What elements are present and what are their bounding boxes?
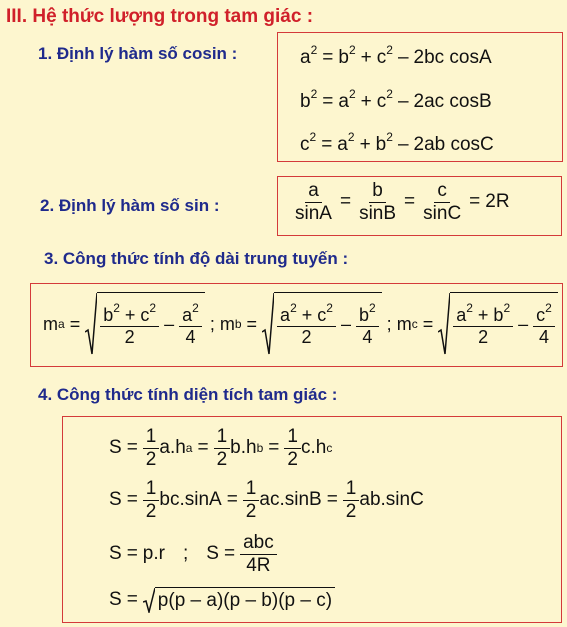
cosine-eq-c: $c^2 = a^2 + b^2 - 2ab$ cosC — [300, 130, 494, 155]
heading-sine-law: 2. Định lý hàm số sin : — [40, 196, 220, 215]
page-title: III. Hệ thức lượng trong tam giác : — [6, 6, 314, 27]
sine-law-formula: $\frac{a}{\sin A}$ = $\frac{b}{\sin B}$ = $\frac{c}{\sin C}$ = 2R — [295, 180, 510, 224]
median-mb: m b = $\frac{a^2 + c^2}{2}$ – $\frac{b^2}{4}$ — [220, 292, 382, 356]
cosine-eq-a: $a^2 = b^2 + c^2 - 2bc$ cosA — [300, 43, 492, 68]
heading-median: 3. Công thức tính độ dài trung tuyến : — [44, 249, 349, 268]
area-formula-sine: S = $\frac{1}{2}$ bc.sinA = $\frac{1}{2}$ ac.sinB = $\frac{1}{2}$ ab.sinC — [109, 478, 424, 522]
sine-law-box — [277, 176, 562, 236]
heading-cosine-law: 1. Định lý hàm số cosin : — [38, 44, 238, 63]
cosine-eq-b: $b^2 = a^2 + c^2 - 2ac$ cosB — [300, 87, 492, 112]
area-formula-inradius-circumradius: S = p.r ; S = $\frac{\text{abc}}{4R}$ — [109, 533, 277, 576]
cosine-law-box — [277, 32, 563, 162]
median-formulas: m a = $\frac{b^2 + c^2}{2}$ – $\frac{a^2}{4}$ ; m b = $\frac{a^2 + c^2}{2}$ – $\frac{b^2}{4}$ ; m c = $\frac{a^2 + b^2}{2}$ – $\frac{c^2}{4}$ — [43, 292, 558, 356]
median-mc: m c = $\frac{a^2 + b^2}{2}$ – $\frac{c^2}{4}$ — [397, 292, 558, 356]
median-ma: m a = $\frac{b^2 + c^2}{2}$ – $\frac{a^2}{4}$ — [43, 292, 205, 356]
area-formula-heights: S = $\frac{1}{2}$ a.h a = $\frac{1}{2}$ b.h b = $\frac{1}{2}$ c.h c — [109, 426, 333, 470]
area-formula-heron: S = p(p – a)(p – b)(p – c) — [109, 587, 335, 613]
heading-area: 4. Công thức tính diện tích tam giác : — [38, 385, 338, 404]
median-box — [30, 283, 563, 367]
area-box — [62, 416, 562, 623]
